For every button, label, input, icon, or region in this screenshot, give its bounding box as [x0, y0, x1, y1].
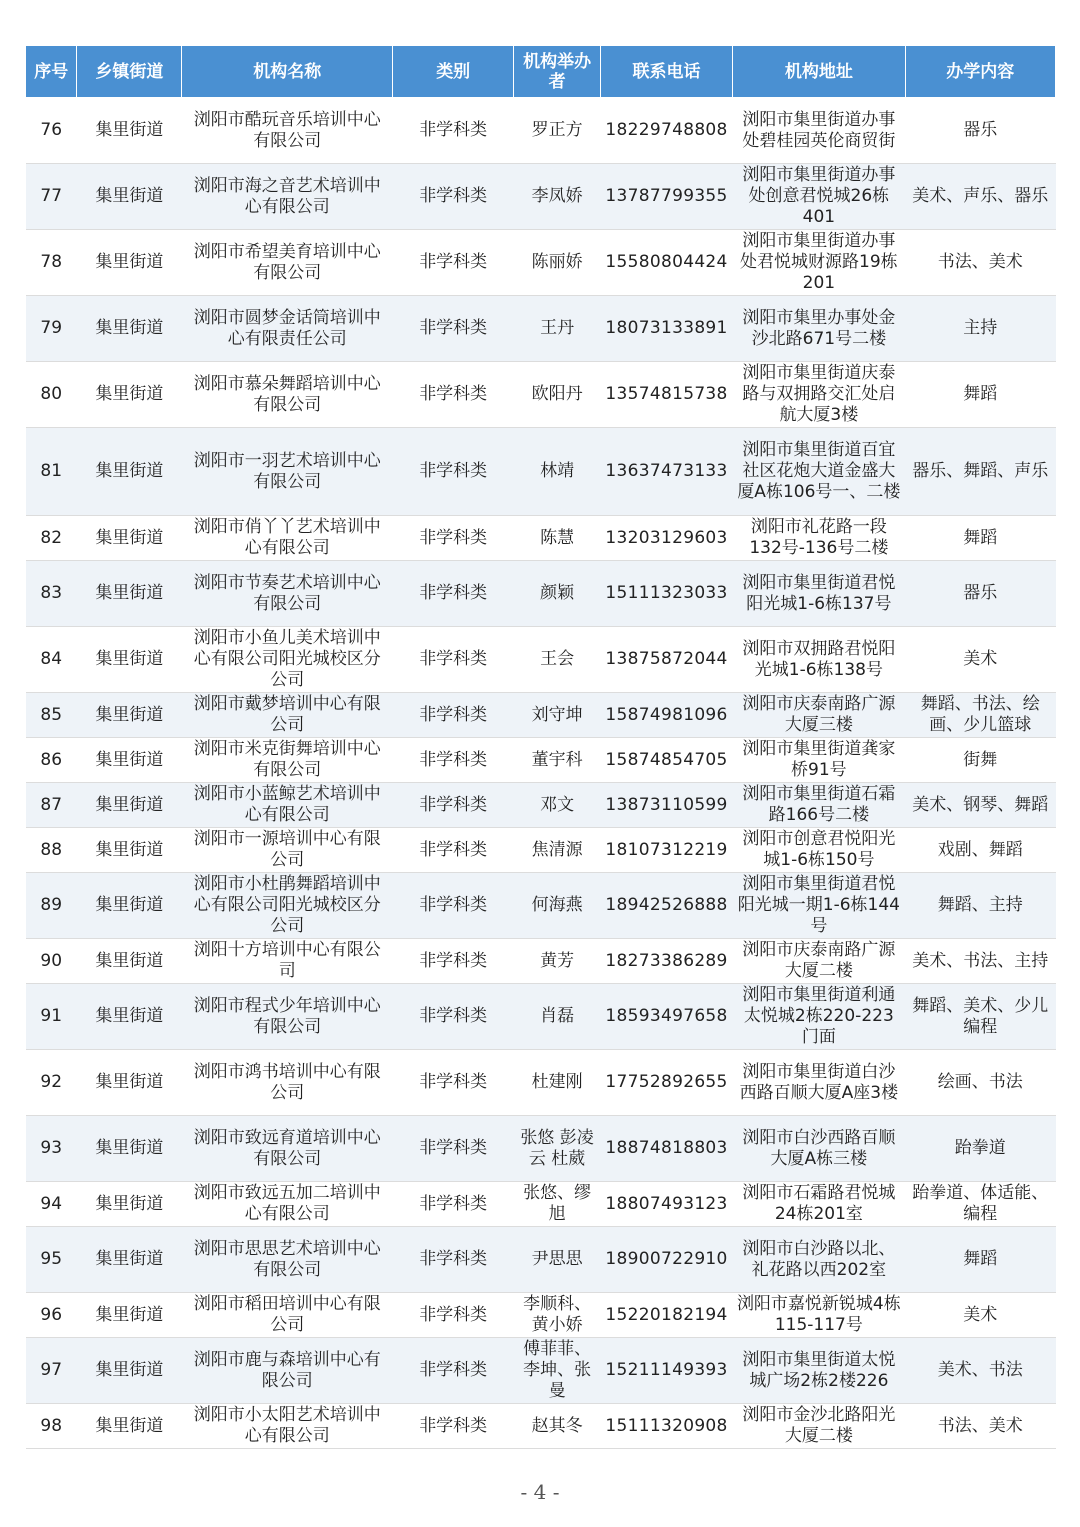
- cell-category: 非学科类: [393, 230, 514, 296]
- cell-institution-name: 浏阳市思思艺术培训中心有限公司: [182, 1227, 393, 1293]
- cell-organizer: 肖磊: [514, 984, 601, 1050]
- cell-institution-name: 浏阳市圆梦金话筒培训中心有限责任公司: [182, 296, 393, 362]
- cell-address: 浏阳市集里街道君悦阳光城一期1-6栋144号: [733, 873, 906, 939]
- cell-phone: 18073133891: [600, 296, 732, 362]
- cell-seq-no: 87: [26, 783, 77, 828]
- header-address: 机构地址: [733, 46, 906, 98]
- cell-phone: 13787799355: [600, 164, 732, 230]
- cell-phone: 13875872044: [600, 627, 732, 693]
- cell-address: 浏阳市集里街道百宜社区花炮大道金盛大厦A栋106号一、二楼: [733, 428, 906, 516]
- cell-category: 非学科类: [393, 362, 514, 428]
- table-row: [26, 1050, 1056, 1116]
- cell-institution-name: 浏阳市戴梦培训中心有限公司: [182, 693, 393, 738]
- cell-seq-no: 95: [26, 1227, 77, 1293]
- cell-organizer: 颜颖: [514, 561, 601, 627]
- table-header: [26, 46, 1056, 98]
- cell-organizer: 焦清源: [514, 828, 601, 873]
- cell-category: 非学科类: [393, 1338, 514, 1404]
- cell-institution-name: 浏阳市致远五加二培训中心有限公司: [182, 1182, 393, 1227]
- institution-table-container: [25, 45, 1056, 1449]
- cell-institution-name: 浏阳市俏丫丫艺术培训中心有限公司: [182, 516, 393, 561]
- cell-township-street: 集里街道: [77, 873, 182, 939]
- cell-seq-no: 77: [26, 164, 77, 230]
- cell-seq-no: 76: [26, 98, 77, 164]
- cell-address: 浏阳市集里街道太悦城广场2栋2楼226: [733, 1338, 906, 1404]
- cell-address: 浏阳市白沙路以北、礼花路以西202室: [733, 1227, 906, 1293]
- cell-phone: 15211149393: [600, 1338, 732, 1404]
- cell-organizer: 张悠 彭凌云 杜葳: [514, 1116, 601, 1182]
- cell-seq-no: 90: [26, 939, 77, 984]
- cell-address: 浏阳市集里街道庆泰路与双拥路交汇处启航大厦3楼: [733, 362, 906, 428]
- cell-address: 浏阳市白沙西路百顺大厦A栋三楼: [733, 1116, 906, 1182]
- cell-courses: 书法、美术: [905, 1404, 1055, 1449]
- cell-organizer: 邓文: [514, 783, 601, 828]
- cell-courses: 美术、声乐、器乐: [905, 164, 1055, 230]
- cell-courses: 舞蹈、美术、少儿编程: [905, 984, 1055, 1050]
- cell-institution-name: 浏阳市稻田培训中心有限公司: [182, 1293, 393, 1338]
- header-seq-no: 序号: [26, 46, 77, 98]
- institution-table: [25, 45, 1056, 1449]
- cell-courses: 舞蹈: [905, 516, 1055, 561]
- header-phone: 联系电话: [600, 46, 732, 98]
- cell-institution-name: 浏阳市酷玩音乐培训中心有限公司: [182, 98, 393, 164]
- cell-seq-no: 88: [26, 828, 77, 873]
- cell-organizer: 傅菲菲、李坤、张曼: [514, 1338, 601, 1404]
- cell-phone: 15220182194: [600, 1293, 732, 1338]
- cell-seq-no: 96: [26, 1293, 77, 1338]
- cell-courses: 美术、钢琴、舞蹈: [905, 783, 1055, 828]
- cell-seq-no: 84: [26, 627, 77, 693]
- cell-institution-name: 浏阳市节奏艺术培训中心有限公司: [182, 561, 393, 627]
- cell-institution-name: 浏阳市致远育道培训中心有限公司: [182, 1116, 393, 1182]
- cell-category: 非学科类: [393, 627, 514, 693]
- cell-courses: 舞蹈、书法、绘画、少儿篮球: [905, 693, 1055, 738]
- cell-township-street: 集里街道: [77, 516, 182, 561]
- cell-address: 浏阳市石霜路君悦城24栋201室: [733, 1182, 906, 1227]
- cell-address: 浏阳市创意君悦阳光城1-6栋150号: [733, 828, 906, 873]
- cell-category: 非学科类: [393, 939, 514, 984]
- cell-address: 浏阳市集里街道办事处君悦城财源路19栋201: [733, 230, 906, 296]
- cell-category: 非学科类: [393, 428, 514, 516]
- cell-address: 浏阳市庆泰南路广源大厦二楼: [733, 939, 906, 984]
- cell-phone: 15111320908: [600, 1404, 732, 1449]
- cell-address: 浏阳市集里街道办事处碧桂园英伦商贸街: [733, 98, 906, 164]
- cell-organizer: 李凤娇: [514, 164, 601, 230]
- table-row: [26, 1338, 1056, 1404]
- table-row: [26, 98, 1056, 164]
- cell-address: 浏阳市礼花路一段132号-136号二楼: [733, 516, 906, 561]
- cell-seq-no: 79: [26, 296, 77, 362]
- cell-organizer: 陈慧: [514, 516, 601, 561]
- cell-institution-name: 浏阳市程式少年培训中心有限公司: [182, 984, 393, 1050]
- cell-category: 非学科类: [393, 1182, 514, 1227]
- cell-township-street: 集里街道: [77, 1182, 182, 1227]
- table-row: [26, 783, 1056, 828]
- table-row: [26, 873, 1056, 939]
- cell-institution-name: 浏阳市鸿书培训中心有限公司: [182, 1050, 393, 1116]
- cell-category: 非学科类: [393, 296, 514, 362]
- cell-township-street: 集里街道: [77, 1050, 182, 1116]
- cell-address: 浏阳市金沙北路阳光大厦二楼: [733, 1404, 906, 1449]
- cell-category: 非学科类: [393, 984, 514, 1050]
- cell-phone: 18229748808: [600, 98, 732, 164]
- table-row: [26, 296, 1056, 362]
- page-number: - 4 -: [520, 1480, 560, 1504]
- cell-seq-no: 85: [26, 693, 77, 738]
- cell-institution-name: 浏阳市小杜鹃舞蹈培训中心有限公司阳光城校区分公司: [182, 873, 393, 939]
- table-row: [26, 939, 1056, 984]
- cell-seq-no: 97: [26, 1338, 77, 1404]
- cell-address: 浏阳市集里街道龚家桥91号: [733, 738, 906, 783]
- cell-township-street: 集里街道: [77, 627, 182, 693]
- header-courses: 办学内容: [905, 46, 1055, 98]
- cell-township-street: 集里街道: [77, 939, 182, 984]
- cell-seq-no: 86: [26, 738, 77, 783]
- cell-phone: 15874981096: [600, 693, 732, 738]
- cell-address: 浏阳市集里街道白沙西路百顺大厦A座3楼: [733, 1050, 906, 1116]
- cell-seq-no: 91: [26, 984, 77, 1050]
- cell-phone: 13203129603: [600, 516, 732, 561]
- table-row: [26, 1293, 1056, 1338]
- cell-courses: 戏剧、舞蹈: [905, 828, 1055, 873]
- cell-organizer: 王会: [514, 627, 601, 693]
- table-row: [26, 738, 1056, 783]
- cell-seq-no: 83: [26, 561, 77, 627]
- table-row: [26, 828, 1056, 873]
- cell-courses: 美术: [905, 1293, 1055, 1338]
- cell-seq-no: 92: [26, 1050, 77, 1116]
- cell-organizer: 黄芳: [514, 939, 601, 984]
- cell-township-street: 集里街道: [77, 296, 182, 362]
- cell-address: 浏阳市集里办事处金沙北路671号二楼: [733, 296, 906, 362]
- cell-seq-no: 78: [26, 230, 77, 296]
- header-category: 类别: [393, 46, 514, 98]
- cell-seq-no: 98: [26, 1404, 77, 1449]
- cell-phone: 15111323033: [600, 561, 732, 627]
- cell-township-street: 集里街道: [77, 98, 182, 164]
- cell-seq-no: 94: [26, 1182, 77, 1227]
- cell-institution-name: 浏阳市鹿与森培训中心有限公司: [182, 1338, 393, 1404]
- cell-seq-no: 80: [26, 362, 77, 428]
- cell-courses: 美术、书法、主持: [905, 939, 1055, 984]
- cell-phone: 13574815738: [600, 362, 732, 428]
- table-row: [26, 1182, 1056, 1227]
- cell-organizer: 尹思思: [514, 1227, 601, 1293]
- header-organizer: 机构举办者: [514, 46, 601, 98]
- cell-organizer: 欧阳丹: [514, 362, 601, 428]
- cell-category: 非学科类: [393, 1050, 514, 1116]
- cell-township-street: 集里街道: [77, 828, 182, 873]
- cell-organizer: 陈丽娇: [514, 230, 601, 296]
- cell-township-street: 集里街道: [77, 164, 182, 230]
- table-row: [26, 984, 1056, 1050]
- cell-township-street: 集里街道: [77, 1338, 182, 1404]
- cell-township-street: 集里街道: [77, 561, 182, 627]
- cell-institution-name: 浏阳市海之音艺术培训中心有限公司: [182, 164, 393, 230]
- cell-category: 非学科类: [393, 693, 514, 738]
- cell-township-street: 集里街道: [77, 1404, 182, 1449]
- cell-institution-name: 浏阳市小蓝鲸艺术培训中心有限公司: [182, 783, 393, 828]
- cell-phone: 18942526888: [600, 873, 732, 939]
- cell-courses: 舞蹈、主持: [905, 873, 1055, 939]
- table-row: [26, 516, 1056, 561]
- cell-courses: 舞蹈: [905, 362, 1055, 428]
- cell-category: 非学科类: [393, 738, 514, 783]
- cell-phone: 18874818803: [600, 1116, 732, 1182]
- cell-township-street: 集里街道: [77, 738, 182, 783]
- cell-seq-no: 89: [26, 873, 77, 939]
- cell-courses: 书法、美术: [905, 230, 1055, 296]
- cell-phone: 18807493123: [600, 1182, 732, 1227]
- cell-phone: 13873110599: [600, 783, 732, 828]
- cell-category: 非学科类: [393, 164, 514, 230]
- cell-institution-name: 浏阳市一源培训中心有限公司: [182, 828, 393, 873]
- cell-category: 非学科类: [393, 1227, 514, 1293]
- cell-address: 浏阳市庆泰南路广源大厦三楼: [733, 693, 906, 738]
- cell-organizer: 刘守坤: [514, 693, 601, 738]
- cell-phone: 18273386289: [600, 939, 732, 984]
- cell-organizer: 张悠、缪旭: [514, 1182, 601, 1227]
- cell-township-street: 集里街道: [77, 693, 182, 738]
- cell-institution-name: 浏阳市米克街舞培训中心有限公司: [182, 738, 393, 783]
- cell-township-street: 集里街道: [77, 984, 182, 1050]
- header-township-street: 乡镇街道: [77, 46, 182, 98]
- cell-address: 浏阳市嘉悦新锐城4栋115-117号: [733, 1293, 906, 1338]
- cell-category: 非学科类: [393, 516, 514, 561]
- cell-category: 非学科类: [393, 783, 514, 828]
- table-row: [26, 693, 1056, 738]
- cell-organizer: 林靖: [514, 428, 601, 516]
- cell-phone: 15874854705: [600, 738, 732, 783]
- cell-township-street: 集里街道: [77, 362, 182, 428]
- table-row: [26, 627, 1056, 693]
- cell-phone: 15580804424: [600, 230, 732, 296]
- cell-phone: 13637473133: [600, 428, 732, 516]
- cell-institution-name: 浏阳市小鱼儿美术培训中心有限公司阳光城校区分公司: [182, 627, 393, 693]
- cell-courses: 器乐: [905, 561, 1055, 627]
- table-row: [26, 1116, 1056, 1182]
- cell-courses: 街舞: [905, 738, 1055, 783]
- cell-institution-name: 浏阳市小太阳艺术培训中心有限公司: [182, 1404, 393, 1449]
- cell-courses: 美术、书法: [905, 1338, 1055, 1404]
- cell-organizer: 李顺科、黄小娇: [514, 1293, 601, 1338]
- cell-phone: 18107312219: [600, 828, 732, 873]
- cell-address: 浏阳市集里街道办事处创意君悦城26栋401: [733, 164, 906, 230]
- cell-courses: 舞蹈: [905, 1227, 1055, 1293]
- cell-courses: 器乐: [905, 98, 1055, 164]
- cell-courses: 器乐、舞蹈、声乐: [905, 428, 1055, 516]
- cell-address: 浏阳市双拥路君悦阳光城1-6栋138号: [733, 627, 906, 693]
- cell-category: 非学科类: [393, 1293, 514, 1338]
- cell-institution-name: 浏阳市一羽艺术培训中心有限公司: [182, 428, 393, 516]
- table-row: [26, 1404, 1056, 1449]
- cell-organizer: 王丹: [514, 296, 601, 362]
- table-body: [26, 98, 1056, 1449]
- cell-township-street: 集里街道: [77, 230, 182, 296]
- cell-courses: 绘画、书法: [905, 1050, 1055, 1116]
- cell-address: 浏阳市集里街道利通太悦城2栋220-223门面: [733, 984, 906, 1050]
- cell-township-street: 集里街道: [77, 428, 182, 516]
- cell-organizer: 罗正方: [514, 98, 601, 164]
- cell-seq-no: 93: [26, 1116, 77, 1182]
- cell-phone: 18900722910: [600, 1227, 732, 1293]
- cell-organizer: 董宇科: [514, 738, 601, 783]
- cell-organizer: 赵其冬: [514, 1404, 601, 1449]
- cell-courses: 美术: [905, 627, 1055, 693]
- header-row: [26, 46, 1056, 98]
- cell-category: 非学科类: [393, 98, 514, 164]
- cell-courses: 跆拳道、体适能、编程: [905, 1182, 1055, 1227]
- table-row: [26, 362, 1056, 428]
- table-row: [26, 1227, 1056, 1293]
- cell-institution-name: 浏阳十方培训中心有限公司: [182, 939, 393, 984]
- table-row: [26, 164, 1056, 230]
- cell-phone: 18593497658: [600, 984, 732, 1050]
- cell-seq-no: 81: [26, 428, 77, 516]
- cell-courses: 主持: [905, 296, 1055, 362]
- cell-category: 非学科类: [393, 1404, 514, 1449]
- cell-category: 非学科类: [393, 561, 514, 627]
- cell-category: 非学科类: [393, 828, 514, 873]
- cell-township-street: 集里街道: [77, 783, 182, 828]
- cell-institution-name: 浏阳市慕朵舞蹈培训中心有限公司: [182, 362, 393, 428]
- cell-category: 非学科类: [393, 1116, 514, 1182]
- cell-township-street: 集里街道: [77, 1293, 182, 1338]
- cell-township-street: 集里街道: [77, 1116, 182, 1182]
- table-row: [26, 428, 1056, 516]
- cell-organizer: 何海燕: [514, 873, 601, 939]
- cell-institution-name: 浏阳市希望美育培训中心有限公司: [182, 230, 393, 296]
- cell-address: 浏阳市集里街道石霜路166号二楼: [733, 783, 906, 828]
- cell-seq-no: 82: [26, 516, 77, 561]
- header-institution-name: 机构名称: [182, 46, 393, 98]
- cell-organizer: 杜建刚: [514, 1050, 601, 1116]
- table-row: [26, 561, 1056, 627]
- cell-courses: 跆拳道: [905, 1116, 1055, 1182]
- cell-phone: 17752892655: [600, 1050, 732, 1116]
- cell-township-street: 集里街道: [77, 1227, 182, 1293]
- cell-address: 浏阳市集里街道君悦阳光城1-6栋137号: [733, 561, 906, 627]
- cell-category: 非学科类: [393, 873, 514, 939]
- table-row: [26, 230, 1056, 296]
